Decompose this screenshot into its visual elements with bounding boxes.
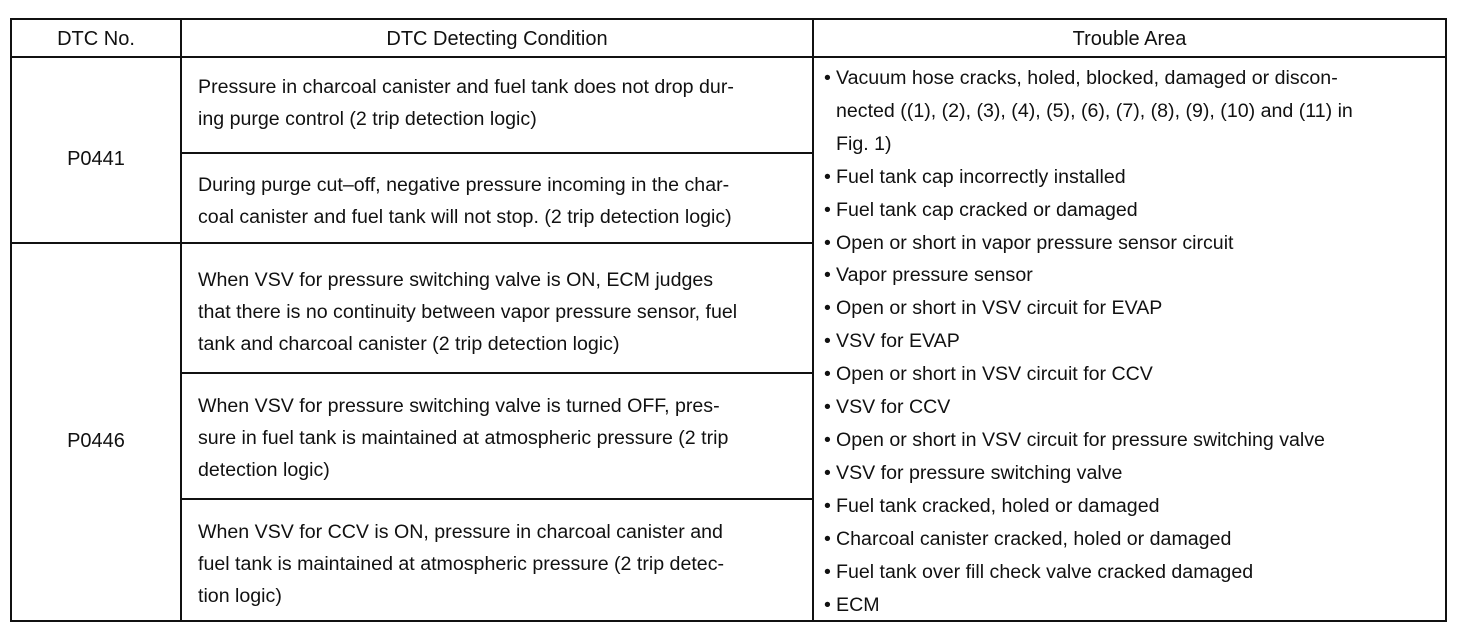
condition-line: detection logic): [198, 459, 330, 481]
trouble-item: [822, 490, 1442, 523]
condition-line: sure in fuel tank is maintained at atmospheric pressure (2 trip: [198, 427, 729, 449]
trouble-item-line: VSV for EVAP: [836, 330, 960, 353]
trouble-item-line: nected ((1), (2), (3), (4), (5), (6), (7), (8), (9), (10) and (11) in: [836, 99, 1353, 122]
condition-line: fuel tank is maintained at atmospheric pressure (2 trip detec-: [198, 553, 725, 575]
bullet-icon: •: [824, 264, 831, 287]
condition-line: tion logic): [198, 585, 282, 607]
condition-line: ing purge control (2 trip detection logic): [198, 108, 537, 130]
bullet-icon: •: [824, 330, 831, 353]
condition-cell: [190, 71, 808, 135]
bullet-icon: •: [824, 363, 831, 386]
trouble-item-line: Fuel tank cap cracked or damaged: [836, 198, 1138, 221]
condition-line: tank and charcoal canister (2 trip detection logic): [198, 333, 620, 355]
cond-divider-2: [180, 372, 814, 374]
trouble-item-line: Vacuum hose cracks, holed, blocked, damaged or discon-: [836, 67, 1338, 89]
trouble-item-line: Open or short in VSV circuit for CCV: [836, 363, 1153, 386]
trouble-item-line: Open or short in vapor pressure sensor circuit: [836, 231, 1234, 254]
bullet-icon: •: [824, 560, 831, 583]
row-divider-p0441-p0446: [12, 242, 814, 244]
trouble-item-line: VSV for pressure switching valve: [836, 461, 1123, 484]
condition-line: When VSV for pressure switching valve is ON, ECM judges: [198, 269, 714, 291]
bullet-icon: •: [824, 67, 831, 89]
bullet-icon: •: [824, 297, 831, 320]
trouble-item-line: Vapor pressure sensor: [836, 264, 1033, 287]
trouble-area-list: [822, 62, 1442, 621]
condition-cell: [190, 264, 808, 360]
condition-cell: [190, 390, 808, 486]
trouble-item-line: Fuel tank over fill check valve cracked damaged: [836, 560, 1254, 583]
condition-line: coal canister and fuel tank will not stop. (2 trip detection logic): [198, 206, 732, 228]
dtc-code-p0446: P0446: [67, 430, 125, 452]
trouble-item: [822, 523, 1442, 556]
dtc-code-p0441: P0441: [67, 148, 125, 170]
trouble-item-line: VSV for CCV: [836, 396, 951, 419]
cond-divider-1: [180, 152, 814, 154]
header-trouble-area: Trouble Area: [1072, 28, 1187, 50]
condition-line: When VSV for pressure switching valve is turned OFF, pres-: [198, 395, 720, 417]
bullet-icon: •: [824, 527, 831, 550]
header-dtc-no: DTC No.: [57, 28, 135, 50]
cond-divider-3: [180, 498, 814, 500]
trouble-item-line: Charcoal canister cracked, holed or damaged: [836, 527, 1232, 550]
bullet-icon: •: [824, 494, 831, 517]
trouble-item: [822, 194, 1442, 227]
bullet-icon: •: [824, 593, 831, 616]
header-condition: DTC Detecting Condition: [386, 28, 608, 50]
bullet-icon: •: [824, 428, 831, 451]
trouble-item: [822, 589, 1442, 622]
col-divider-2: [812, 20, 814, 620]
bullet-icon: •: [824, 198, 831, 221]
trouble-item: [822, 325, 1442, 358]
trouble-item: [822, 227, 1442, 260]
trouble-item: [822, 457, 1442, 490]
trouble-item-line: Open or short in VSV circuit for pressure switching valve: [836, 428, 1325, 451]
trouble-item-line: Fuel tank cap incorrectly installed: [836, 165, 1126, 188]
bullet-icon: •: [824, 461, 831, 484]
trouble-item: [822, 161, 1442, 194]
trouble-item: [822, 556, 1442, 589]
trouble-item-line: Fig. 1): [836, 132, 892, 155]
trouble-item-line: Fuel tank cracked, holed or damaged: [836, 494, 1160, 517]
condition-line: that there is no continuity between vapor pressure sensor, fuel: [198, 301, 738, 323]
trouble-item: [822, 391, 1442, 424]
bullet-icon: •: [824, 231, 831, 254]
bullet-icon: •: [824, 396, 831, 419]
trouble-item: [822, 358, 1442, 391]
trouble-item: [822, 259, 1442, 292]
condition-cell: [190, 169, 808, 233]
trouble-item-line: Open or short in VSV circuit for EVAP: [836, 297, 1163, 320]
col-divider-1: [180, 20, 182, 620]
condition-cell: [190, 516, 808, 612]
trouble-item: [822, 62, 1442, 161]
condition-line: Pressure in charcoal canister and fuel tank does not drop dur-: [198, 76, 734, 98]
bullet-icon: •: [824, 165, 831, 188]
trouble-item: [822, 424, 1442, 457]
trouble-item-line: ECM: [836, 593, 880, 616]
condition-line: During purge cut–off, negative pressure incoming in the char-: [198, 174, 730, 196]
trouble-item: [822, 292, 1442, 325]
condition-line: When VSV for CCV is ON, pressure in charcoal canister and: [198, 521, 723, 543]
